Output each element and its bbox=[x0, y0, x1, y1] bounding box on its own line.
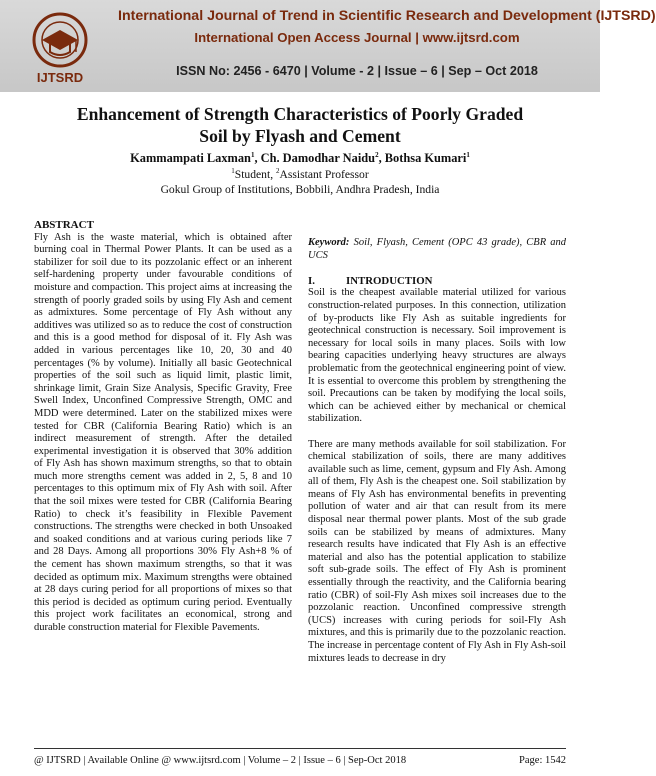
author-roles bbox=[20, 168, 580, 181]
role-mark: 1 bbox=[231, 167, 235, 176]
ijtsrd-logo-icon bbox=[14, 10, 106, 88]
journal-header bbox=[0, 0, 656, 92]
paper-title-line-2: Soil by Flyash and Cement bbox=[199, 126, 401, 146]
section-number: I. bbox=[308, 274, 315, 287]
author-affiliation-mark: 1 bbox=[250, 150, 255, 159]
paper-title bbox=[20, 103, 580, 147]
section-heading bbox=[308, 275, 566, 288]
journal-subtitle: International Open Access Journal | www.ijtsrd.com bbox=[194, 30, 520, 45]
abstract-body: Fly Ash is the waste material, which is obtained after burning coal in Thermal Power Plants. It can be used as a stabilizer for soil due to its pozzolanic effect or an inherent self-hardening property under favourable conditions of moisture and compaction. This project aims at increasing the strength of poorly graded soils by using Fly Ash and cement as admixtures. Some percentage of Fly Ash without any additives was utilized so as to reduce the cost of construction and this is a good method for disposal of it. Fly Ash was added in various percentages like 10, 20, 30 and 40 percentages (% by volume). Initially all basic Geotechnical properties of the soil such as liquid limit, plastic limit, shrinkage limit, Grain Size Analysis, Specific Gravity, Free Swell Index, Unconfined Compressive Strength, OMC and MDD were determined. Later on the stabilized mixes were tested for CBR (California Bearing Ratio) which is an indirect measurement of strength. After the detailed experimental investigation it is observed that 30% addition of Fly Ash has shown maximum strengths, so that to obtain much more strengths cement was added in 2, 5, 8 and 10 percentages to this optimum mix of Fly Ash with soil. After that the soil mixes were tested for CBR (California Bearing Ratio) to check it’s feasibility in Flexible Pavement constructions. The strengths were checked in both Unsoaked and soaked conditions and at various curing periods like 7 and 28 Days. Among all proportions 30% Fly Ash+8 % of the cement has shown maximum strengths, so that it was decided as optimum mix. Maximum strengths were obtained at 28 days curing period for all proportions of mixes so that this period is decided as optimum curing period. Eventually this project work facilitates an economical, strong and durable construction material for Flexible Pavements. bbox=[34, 231, 292, 633]
affiliation: Gokul Group of Institutions, Bobbili, Andhra Pradesh, India bbox=[160, 183, 440, 196]
footer-journal-info: @ IJTSRD | Available Online @ www.ijtsrd.com | Volume – 2 | Issue – 6 | Sep-Oct 2018 bbox=[34, 755, 407, 766]
intro-paragraph-2: There are many methods available for soil stabilization. For chemical stabilization of soils, there are many additives available such as lime, cement, gypsum and Fly Ash. Among all of them, Fly Ash is the cheapest one. Soil stabilization by means of Fly Ash has environmental benefits in preventing pollution of water and air that can result from its mere disposal near thermal power plants. Most of the sub grade soils can be stabilized by means of admixtures. Many research results have indicated that Fly Ash is an effective material and also has the potential application to stabilize soft sub-grade soils. The effect of Fly Ash is prominent essentially through the reactivity, and the California bearing ratio (CBR) of soil-Fly Ash mixes soil increases due to the pozzolanic reaction. Unconfined compressive strength (UCS) increases with curing periods for soil-Fly Ash mixtures, and this is primarily due to the pozzolanic reaction. The increase in percentage content of Fly Ash in Fly Ash-soil mixtures leads to decrease in dry bbox=[308, 438, 566, 664]
author-list bbox=[20, 151, 580, 166]
role-mark: 2 bbox=[276, 167, 280, 176]
journal-name: International Journal of Trend in Scientific Research and Development (IJTSRD) bbox=[118, 8, 656, 24]
paper-title-line-1: Enhancement of Strength Characteristics of Poorly Graded bbox=[76, 104, 524, 124]
author-affiliation-mark: 1 bbox=[466, 150, 470, 159]
author-affiliation-mark: 2 bbox=[375, 150, 379, 159]
issue-info: ISSN No: 2456 - 6470 | Volume - 2 | Issue – 6 | Sep – Oct 2018 bbox=[176, 64, 538, 78]
left-column bbox=[34, 219, 292, 635]
author-name: Bothsa Kumari bbox=[384, 151, 467, 165]
author-separator: , bbox=[254, 151, 261, 165]
keywords bbox=[308, 237, 566, 262]
section-title: INTRODUCTION bbox=[346, 274, 433, 287]
keywords-label: Keyword: bbox=[308, 237, 350, 248]
footer-divider bbox=[34, 748, 566, 749]
author-name: Ch. Damodhar Naidu bbox=[260, 151, 376, 165]
role-text: Student, bbox=[234, 168, 276, 181]
keywords-value: Soil, Flyash, Cement (OPC 43 grade), CBR and UCS bbox=[308, 237, 566, 261]
intro-paragraph-1: Soil is the cheapest available material utilized for various construction-related purposes. In this connection, utilization of by-products like Fly Ash as suitable ingredients for geotechnical construction is necessary. Soil improvement is necessary for local soils in many places. Soils with low bearing capacities underlying heavy structures are always problematic from the geotechnical engineering point of view. It is essential to overcome this problem by strengthening the soil. Precautions can be taken by modifying the local soils, which can be achieved either by mechanical or chemical stabilization. bbox=[308, 287, 566, 425]
page-number: Page: 1542 bbox=[519, 755, 566, 766]
role-text: Assistant Professor bbox=[279, 168, 369, 181]
right-column bbox=[308, 237, 566, 665]
abstract-heading: ABSTRACT bbox=[34, 219, 94, 231]
author-name: Kammampati Laxman bbox=[130, 151, 251, 165]
author-separator: , bbox=[378, 151, 385, 165]
logo-text: IJTSRD bbox=[36, 70, 84, 85]
